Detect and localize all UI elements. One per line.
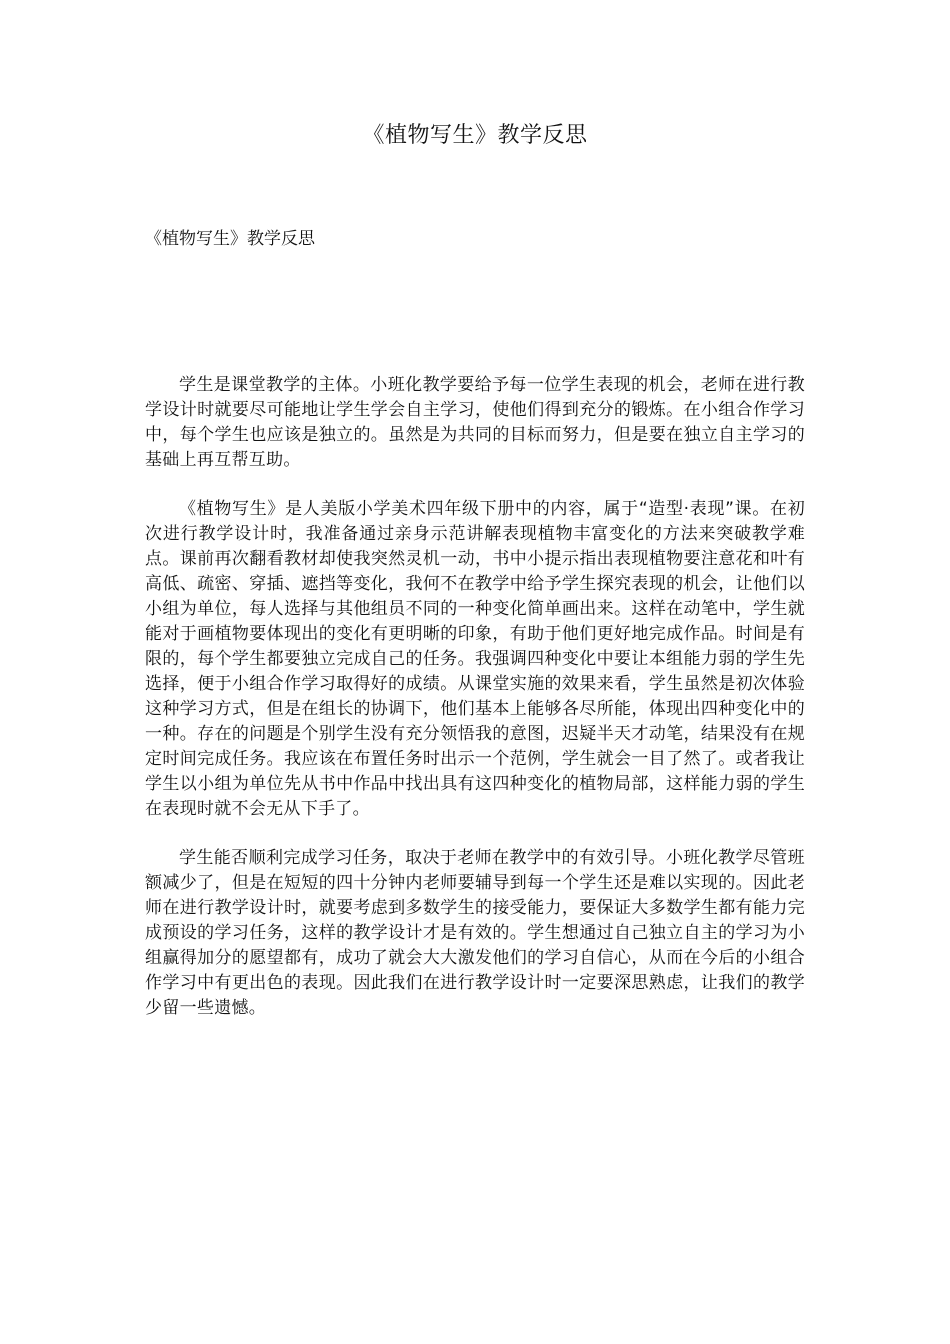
paragraph-1: 学生是课堂教学的主体。小班化教学要给予每一位学生表现的机会，老师在进行教学设计时就要尽可能地让学生学会自主学习，使他们得到充分的锻炼。在小组合作学习中，每个学生也应该是独立的。虽然是为共同的目标而努力，但是要在独立自主学习的基础上再互帮互助。	[145, 375, 805, 470]
document-title: 《植物写生》教学反思	[362, 123, 588, 148]
paragraph-2: 《植物写生》是人美版小学美术四年级下册中的内容，属于“造型·表现”课。在初次进行教学设计时，我准备通过亲身示范讲解表现植物丰富变化的方法来突破教学难点。课前再次翻看教材却使我突然灵机一动，书中小提示指出表现植物要注意花和叶有高低、疏密、穿插、遮挡等变化，我何不在教学中给予学生探究表现的机会，让他们以小组为单位，每人选择与其他组员不同的一种变化简单画出来。这样在动笔中，学生就能对于画植物要体现出的变化有更明晰的印象，有助于他们更好地完成作品。时间是有限的，每个学生都要独立完成自己的任务。我强调四种变化中要让本组能力弱的学生先选择，便于小组合作学习取得好的成绩。从课堂实施的效果来看，学生虽然是初次体验这种学习方式，但是在组长的协调下，他们基本上能够各尽所能，体现出四种变化中的一种。存在的问题是个别学生没有充分领悟我的意图，迟疑半天才动笔，结果没有在规定时间完成任务。我应该在布置任务时出示一个范例，学生就会一目了然了。或者我让学生以小组为单位先从书中作品中找出具有这四种变化的植物局部，这样能力弱的学生在表现时就不会无从下手了。	[145, 499, 805, 819]
document-subtitle: 《植物写生》教学反思	[145, 229, 315, 249]
paragraph-3: 学生能否顺利完成学习任务，取决于老师在教学中的有效引导。小班化教学尽管班额减少了，但是在短短的四十分钟内老师要辅导到每一个学生还是难以实现的。因此老师在进行教学设计时，就要考虑到多数学生的接受能力，要保证大多数学生都有能力完成预设的学习任务，这样的教学设计才是有效的。学生想通过自己独立自主的学习为小组赢得加分的愿望都有，成功了就会大大激发他们的学习自信心，从而在今后的小组合作学习中有更出色的表现。因此我们在进行教学设计时一定要深思熟虑，让我们的教学少留一些遗憾。	[145, 848, 805, 1018]
